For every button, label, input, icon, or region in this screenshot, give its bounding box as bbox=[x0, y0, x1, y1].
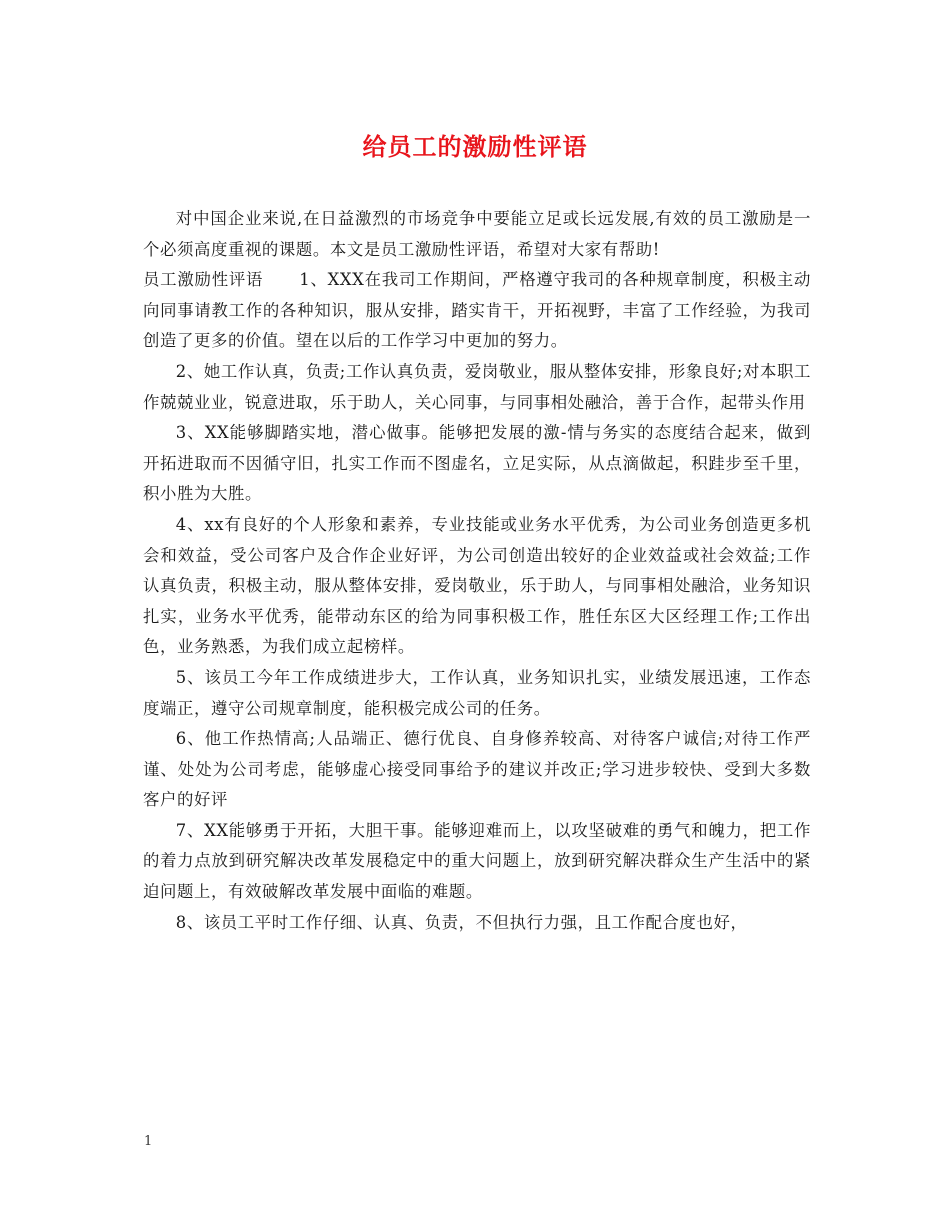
paragraph-6: 6、他工作热情高;人品端正、德行优良、自身修养较高、对待客户诚信;对待工作严谨、处处为公司考虑，能够虚心接受同事给予的建议并改正;学习进步较快、受到大多数客户的好评 bbox=[143, 729, 811, 810]
intro-paragraph: 对中国企业来说,在日益激烈的市场竞争中要能立足或长远发展,有效的员工激励是一个必须高度重视的课题。本文是员工激励性评语，希望对大家有帮助! bbox=[143, 209, 811, 259]
paragraph-2: 2、她工作认真，负责;工作认真负责，爱岗敬业，服从整体安排，形象良好;对本职工作兢兢业业，锐意进取，乐于助人，关心同事，与同事相处融洽，善于合作，起带头作用 bbox=[143, 361, 811, 412]
paragraph-7: 7、XX能够勇于开拓，大胆干事。能够迎难而上，以攻坚破难的勇气和魄力，把工作的着力点放到研究解决改革发展稳定中的重大问题上，放到研究解决群众生产生活中的紧迫问题上，有效破解改革发展中面临的难题。 bbox=[143, 820, 811, 902]
paragraph-1-text: 1、XXX在我司工作期间，严格遵守我司的各种规章制度，积极主动向同事请教工作的各种知识，服从安排，踏实肯干，开拓视野，丰富了工作经验，为我司创造了更多的价值。望在以后的工作学习中更加的努力。 bbox=[143, 270, 811, 351]
section-heading: 员工激励性评语 bbox=[143, 270, 264, 290]
paragraph-3: 3、XX能够脚踏实地，潜心做事。能够把发展的激-情与务实的态度结合起来，做到开拓进取而不因循守旧，扎实工作而不图虚名，立足实际，从点滴做起，积跬步至千里，积小胜为大胜。 bbox=[143, 423, 811, 504]
paragraph-8: 8、该员工平时工作仔细、认真、负责，不但执行力强，且工作配合度也好， bbox=[175, 912, 748, 932]
document-title: 给员工的激励性评语 bbox=[362, 132, 588, 161]
paragraph-5: 5、该员工今年工作成绩进步大，工作认真，业务知识扎实，业绩发展迅速，工作态度端正，遵守公司规章制度，能积极完成公司的任务。 bbox=[143, 667, 811, 718]
paragraph-4: 4、xx有良好的个人形象和素养，专业技能或业务水平优秀，为公司业务创造更多机会和效益，受公司客户及合作企业好评，为公司创造出较好的企业效益或社会效益;工作认真负责，积极主动，服从整体安排，爱岗敬业，乐于助人，与同事相处融洽，业务知识扎实，业务水平优秀，能带动东区的给为同事积极工作，胜任东区大区经理工作;工作出色，业务熟悉，为我们成立起榜样。 bbox=[143, 514, 811, 657]
paragraph-1 bbox=[143, 265, 811, 357]
page-number: 1 bbox=[144, 1134, 153, 1149]
document-body bbox=[143, 204, 811, 938]
